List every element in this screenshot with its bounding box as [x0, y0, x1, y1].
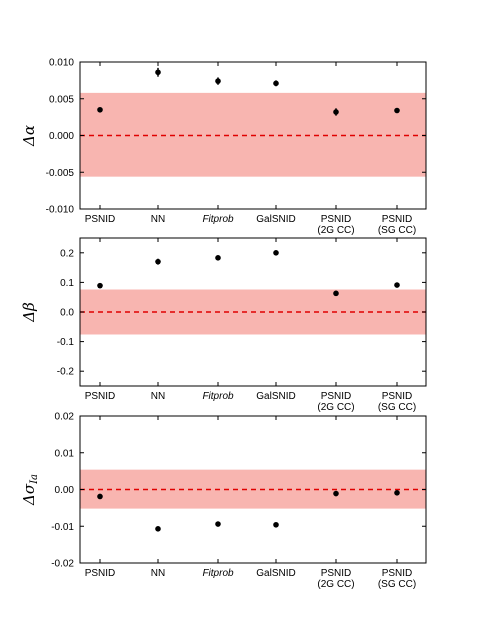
y-tick-label: 0.005 — [48, 94, 74, 106]
data-point — [333, 109, 339, 115]
y-tick-label: -0.01 — [51, 521, 74, 533]
data-point — [394, 108, 400, 114]
data-point — [97, 107, 103, 113]
data-point — [394, 490, 400, 496]
x-category-label: PSNID — [84, 568, 116, 579]
y-tick-label: -0.1 — [56, 337, 74, 349]
data-point — [155, 526, 161, 532]
y-tick-label: 0.1 — [60, 277, 74, 289]
data-point — [155, 259, 161, 265]
y-tick-label: 0.2 — [60, 248, 74, 260]
x-category-label-line2: (2G CC) — [317, 579, 355, 590]
y-axis-label: Δα — [20, 125, 38, 146]
y-tick-label: -0.2 — [56, 366, 74, 378]
data-point — [333, 491, 339, 497]
x-category-label: GalSNID — [256, 391, 296, 402]
x-category-label-line2: (SG CC) — [377, 402, 417, 413]
y-tick-label: 0.00 — [54, 485, 74, 496]
y-tick-label: 0.01 — [54, 448, 74, 460]
x-category-label: NN — [150, 391, 166, 402]
data-point — [273, 250, 279, 256]
data-point — [273, 81, 279, 87]
y-tick-label: -0.010 — [45, 204, 74, 216]
x-category-label: Fitprob — [202, 214, 234, 225]
panel-3 — [20, 412, 426, 591]
x-category-label: NN — [150, 214, 166, 225]
data-point — [215, 521, 221, 527]
x-category-label-line2: (SG CC) — [377, 579, 417, 590]
x-category-label: NN — [150, 568, 166, 579]
x-category-label: Fitprob — [202, 391, 234, 402]
x-category-label: PSNID — [320, 391, 352, 402]
y-axis-label-subscript: Ia — [29, 474, 40, 484]
panel-2 — [20, 238, 426, 413]
data-point — [97, 494, 103, 500]
y-tick-label: -0.02 — [51, 558, 74, 570]
x-category-label-line2: (2G CC) — [317, 402, 355, 413]
x-category-label: PSNID — [84, 391, 116, 402]
x-category-label: PSNID — [320, 568, 352, 579]
y-tick-label: 0.02 — [54, 411, 74, 423]
x-category-label: PSNID — [381, 568, 413, 579]
x-category-label: PSNID — [381, 214, 413, 225]
x-category-label-line2: (SG CC) — [377, 225, 417, 236]
y-tick-label: -0.005 — [45, 167, 74, 179]
x-category-label: PSNID — [84, 214, 116, 225]
x-category-label: PSNID — [320, 214, 352, 225]
data-point — [215, 255, 221, 261]
x-category-label: Fitprob — [202, 568, 234, 579]
y-tick-label: 0.000 — [48, 131, 74, 142]
x-category-label-line2: (2G CC) — [317, 225, 355, 236]
y-axis-label: Δβ — [20, 302, 38, 322]
x-category-label: GalSNID — [256, 214, 296, 225]
data-point — [97, 283, 103, 289]
x-category-label: PSNID — [381, 391, 413, 402]
y-tick-label: 0.010 — [48, 57, 74, 69]
data-point — [155, 69, 161, 75]
data-point — [333, 291, 339, 297]
data-point — [215, 78, 221, 84]
data-point — [394, 282, 400, 288]
panel-1 — [20, 58, 426, 237]
data-point — [273, 522, 279, 528]
y-axis-label: $\Delta\sigma_{Ia}$ — [20, 474, 40, 505]
y-tick-label: 0.0 — [60, 307, 74, 319]
x-category-label: GalSNID — [256, 568, 296, 579]
